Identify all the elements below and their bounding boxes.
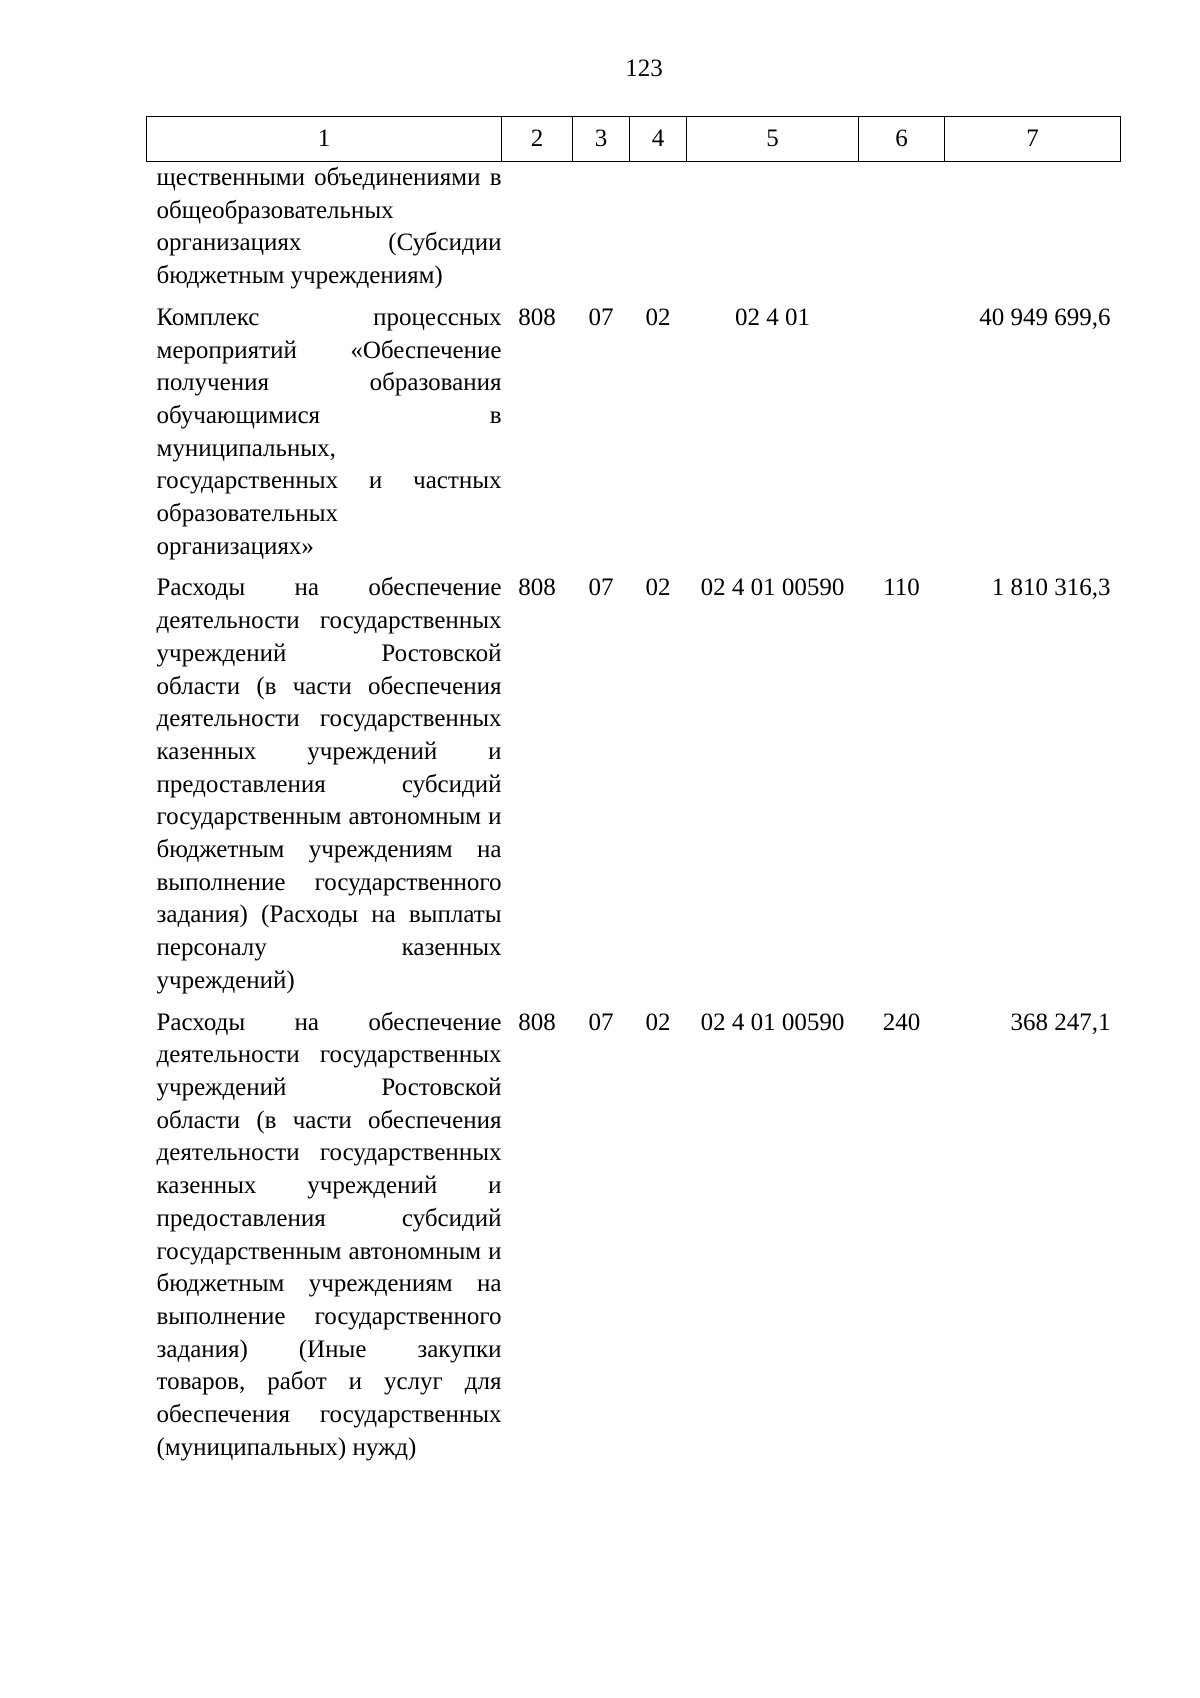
- row-description-text: щественными объединениями в общеобразовательных организациях (Субсидии бюджетным учреждениям): [156, 164, 502, 290]
- header-col-6: 6: [859, 117, 945, 162]
- row-cell-4: 02: [645, 1008, 671, 1036]
- header-col-2: 2: [502, 117, 573, 162]
- row-description-text: Расходы на обеспечение деятельности государственных учреждений Ростовской области (в части обеспечения деятельности государственных казенных учреждений и предоставления субсидий государственным автономным и бюджетным учреждениям на выполнение государственного задания) (Иные закупки товаров, работ и услуг для обеспечения государственных (муниципальных) нужд): [156, 1008, 502, 1461]
- row-description: [147, 563, 502, 997]
- table-row: [147, 162, 1121, 293]
- row-cell-6: 110: [883, 574, 920, 602]
- row-cell-5: 02 4 01: [735, 303, 810, 331]
- header-col-7: 7: [945, 117, 1121, 162]
- row-cell-3: 07: [588, 1008, 614, 1036]
- row-cell-7: [945, 162, 1121, 293]
- row-description-text: Расходы на обеспечение деятельности государственных учреждений Ростовской области (в части обеспечения деятельности государственных казенных учреждений и предоставления субсидий государственным автономным и бюджетным учреждениям на выполнение государственного задания) (Расходы на выплаты персоналу казенных учреждений): [156, 574, 502, 994]
- row-cell-6: 240: [882, 1008, 921, 1036]
- row-description-text: Комплекс процессных мероприятий «Обеспечение получения образования обучающимися в муниципальных, государственных и частных образовательных организациях»: [156, 303, 502, 560]
- header-col-1: 1: [147, 117, 502, 162]
- row-cell-3: [573, 162, 630, 293]
- row-cell-2: 808: [518, 303, 556, 331]
- table-row: [147, 293, 1121, 564]
- row-cell-7: 368 247,1: [1010, 1008, 1111, 1036]
- header-col-4: 4: [630, 117, 687, 162]
- row-cell-2: [502, 162, 573, 293]
- row-cell-7: 1 810 316,3: [991, 574, 1111, 602]
- row-cell-2: 808: [518, 1008, 556, 1036]
- row-cell-5: 02 4 01 00590: [700, 574, 845, 602]
- row-cell-7: 40 949 699,6: [979, 303, 1111, 331]
- row-cell-5: 02 4 01 00590: [700, 1008, 845, 1036]
- row-cell-3: 07: [588, 303, 614, 331]
- row-cell-4: 02: [645, 303, 671, 331]
- table-row: [147, 563, 1121, 997]
- row-cell-5: [687, 162, 859, 293]
- row-cell-6: [859, 162, 945, 293]
- header-col-5: 5: [687, 117, 859, 162]
- row-cell-2: 808: [518, 574, 556, 602]
- header-row: [147, 117, 1121, 162]
- budget-table: [146, 116, 1121, 1464]
- row-description: [147, 162, 502, 293]
- row-cell-3: 07: [588, 574, 614, 602]
- header-col-3: 3: [573, 117, 630, 162]
- page-number: 123: [625, 55, 663, 82]
- row-cell-4: 02: [645, 574, 671, 602]
- row-description: [147, 998, 502, 1465]
- row-cell-6: [859, 293, 945, 564]
- table-row: [147, 998, 1121, 1465]
- row-cell-4: [630, 162, 687, 293]
- row-description: [147, 293, 502, 564]
